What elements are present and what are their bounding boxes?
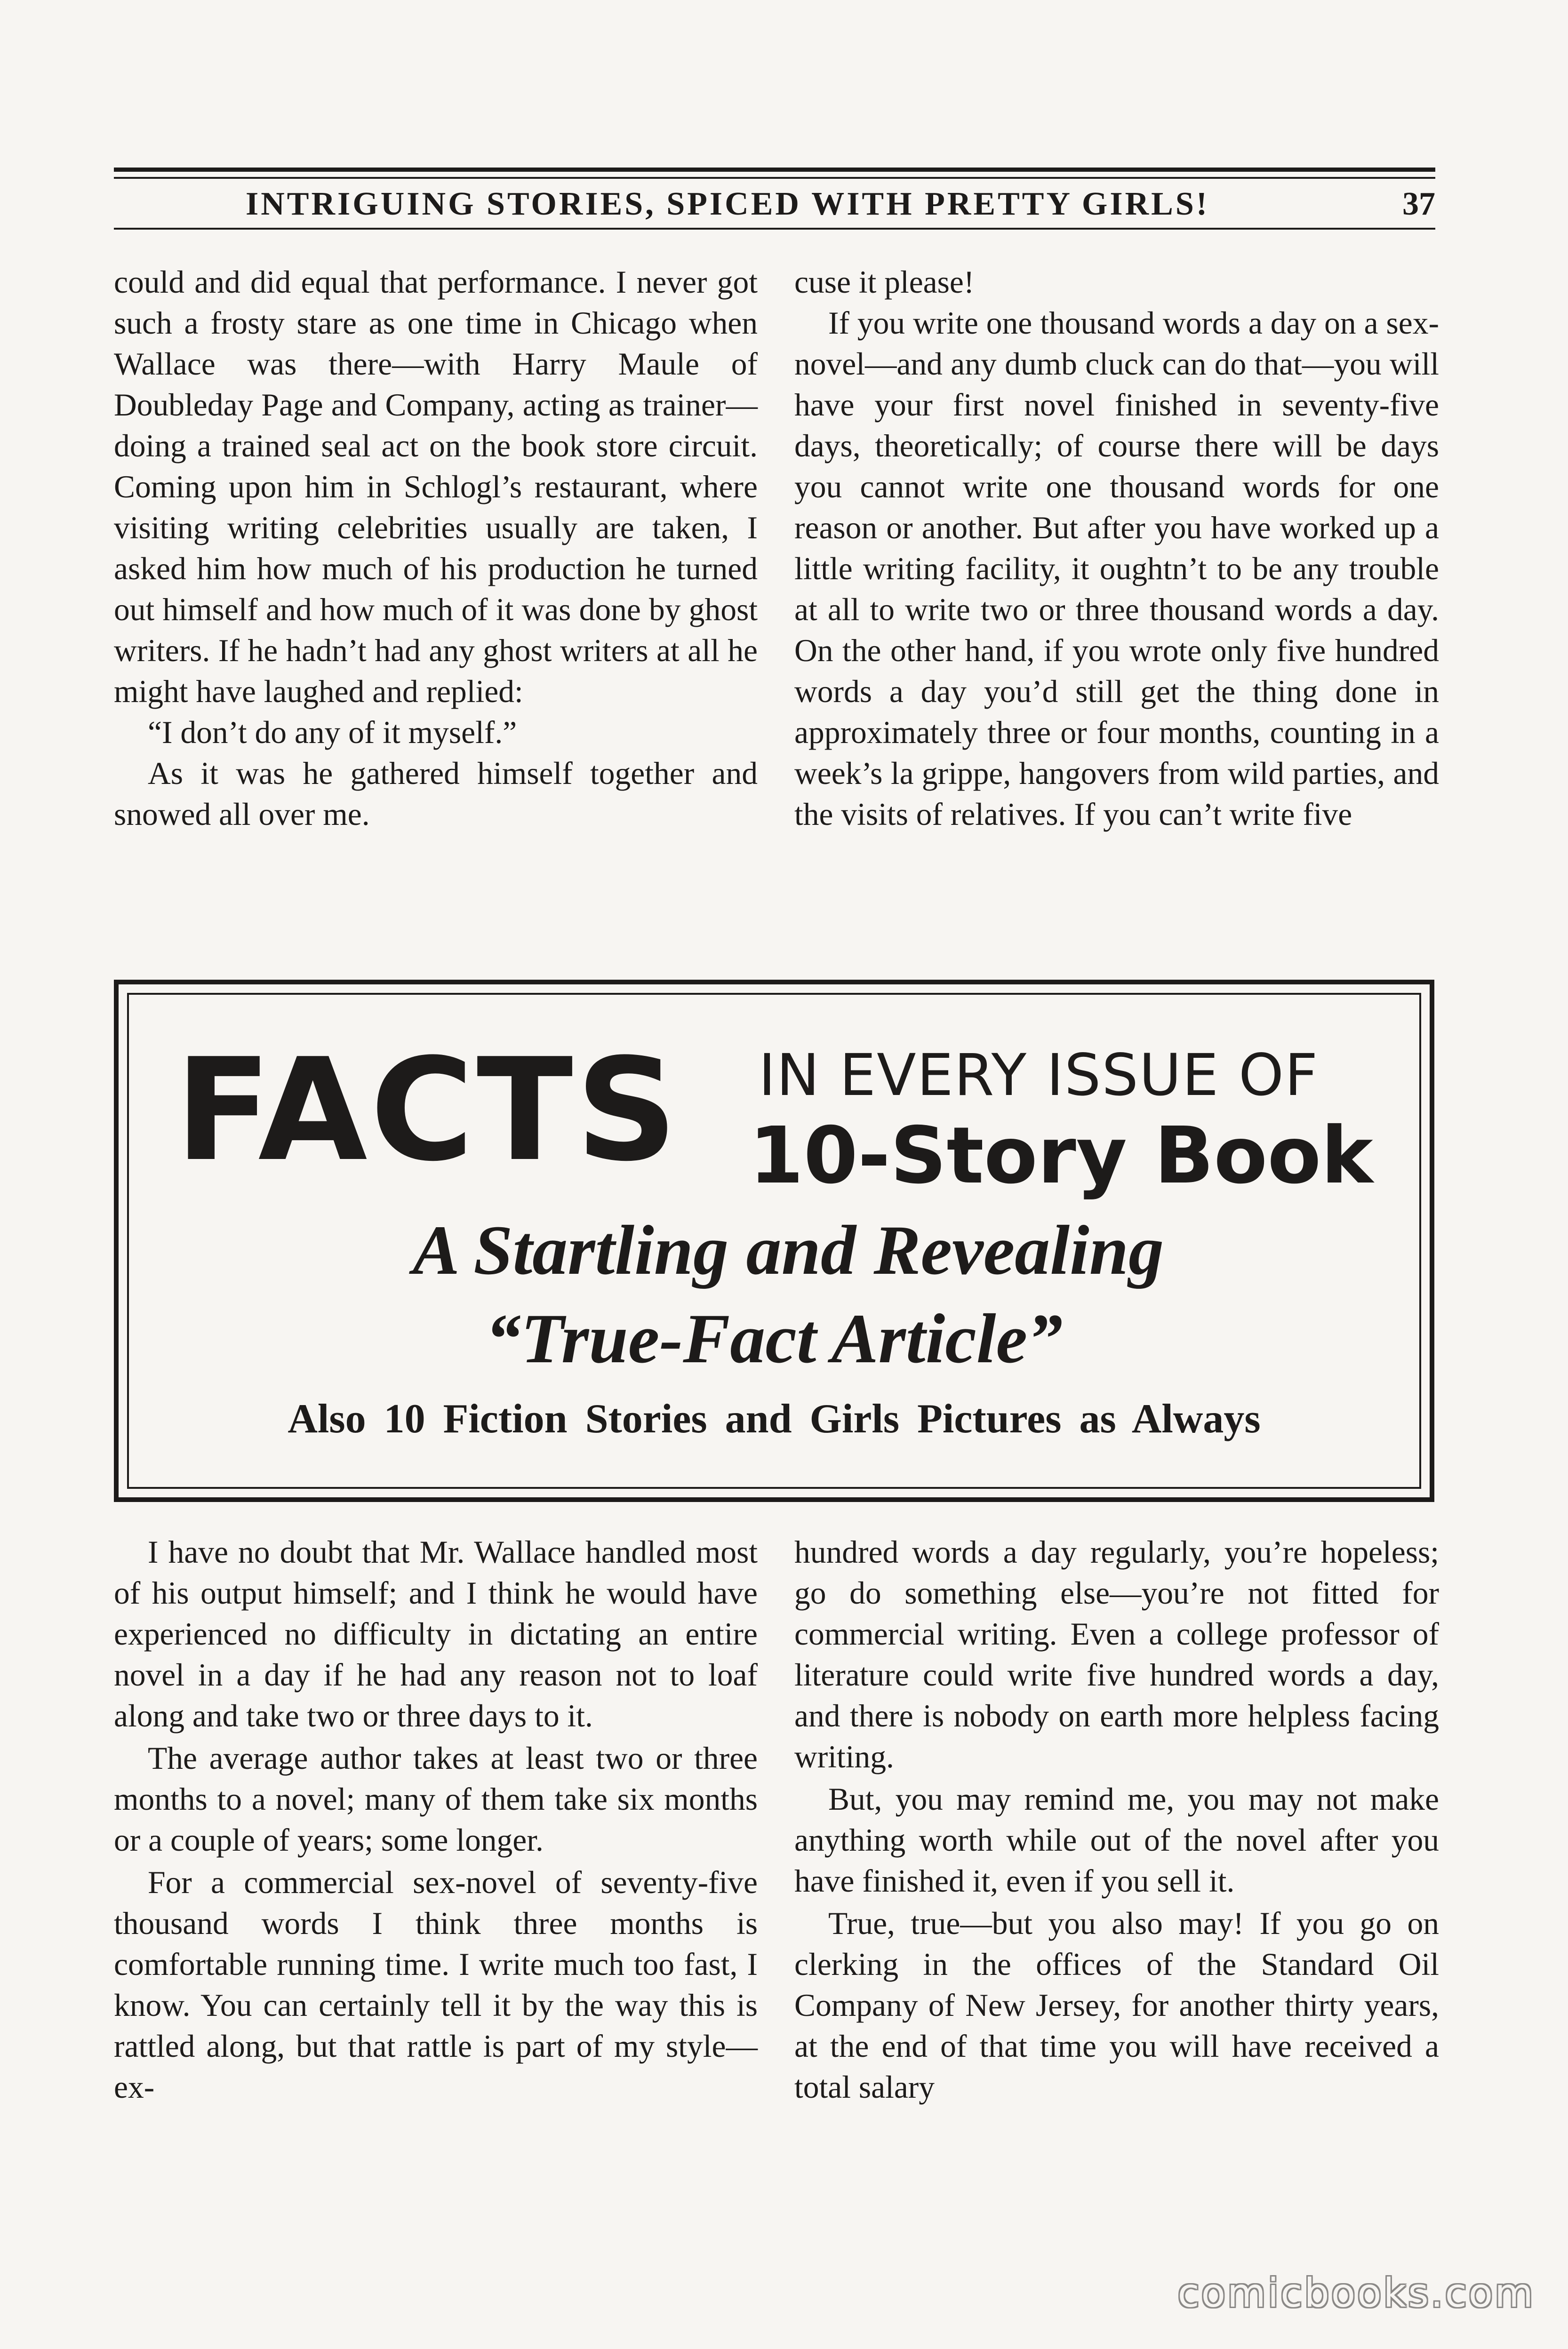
- ad-book-title: 10-Story Book: [749, 1111, 1373, 1201]
- advertisement-box: [114, 980, 1434, 1502]
- ad-article-title: “True-Fact Article”: [485, 1300, 1063, 1378]
- paragraph: If you write one thousand words a day on a sex-novel—and any dumb cluck can do that—you will have your first novel finished in seventy-five days, theoretically; of course there will be days you cannot write one thousand words for one reason or another. But after you have worked up a little writing facility, it oughtn’t to be any trouble at all to write two or three thousand words a day. On the other hand, if you wrote only five hundred words a day you’d still get the thing done in approximately three or four months, counting in a week’s la grippe, hangovers from wild parties, and the visits of relatives. If you can’t write five: [794, 305, 1439, 832]
- page-number: 37: [1402, 186, 1435, 222]
- ad-in-every-issue: IN EVERY ISSUE OF: [759, 1042, 1319, 1109]
- paragraph: I have no doubt that Mr. Wallace handled most of his output himself; and I think he would have experienced no difficulty in dictating an entire novel in a day if he had any reason not to loaf along and take two or three days to it.: [114, 1534, 758, 1734]
- ad-also-line: Also 10 Fiction Stories and Girls Pictures as Always: [288, 1396, 1261, 1442]
- watermark-logo: comicbooks.com: [1177, 2270, 1535, 2316]
- column-bottom-left: [114, 1532, 758, 2108]
- running-title: INTRIGUING STORIES, SPICED WITH PRETTY GIRLS!: [246, 186, 1210, 222]
- header-rule-thin: [114, 177, 1435, 179]
- column-bottom-right: [794, 1532, 1439, 2108]
- ad-tagline: A Startling and Revealing: [412, 1211, 1164, 1289]
- running-head: [114, 181, 1435, 226]
- paragraph: But, you may remind me, you may not make anything worth while out of the novel after you have finished it, even if you sell it.: [794, 1782, 1439, 1899]
- paragraph: could and did equal that performance. I never got such a frosty stare as one time in Chicago when Wallace was there—with Harry Maule of Doubleday Page and Company, acting as trainer—doing a trained seal act on the book store circuit. Coming upon him in Schlogl’s restaurant, where visiting writing celebrities usually are taken, I asked him how much of his production he turned out himself and how much of it was done by ghost writers. If he hadn’t had any ghost writers at all he might have laughed and replied:: [114, 264, 758, 709]
- paragraph: hundred words a day regularly, you’re hopeless; go do something else—you’re not fitted for commercial writing. Even a college professor of literature could write five hundred words a day, and there is nobody on earth more helpless facing writing.: [794, 1534, 1439, 1774]
- ad-facts-headline: FACTS: [175, 1028, 680, 1192]
- paragraph: cuse it please!: [794, 264, 975, 300]
- paragraph: For a commercial sex-novel of seventy-five thousand words I think three months is comfortable running time. I write much too fast, I know. You can certainly tell it by the way this is rattled along, but that rattle is part of my style—ex-: [114, 1865, 758, 2105]
- column-top-left: [114, 262, 758, 835]
- header-rule-bottom: [114, 228, 1435, 230]
- paragraph: The average author takes at least two or three months to a novel; many of them take six months or a couple of years; some longer.: [114, 1741, 758, 1858]
- header-rule-thick: [114, 168, 1435, 172]
- paragraph: As it was he gathered himself together and snowed all over me.: [114, 756, 758, 832]
- column-top-right: [794, 262, 1439, 835]
- paragraph: “I don’t do any of it myself.”: [148, 715, 517, 750]
- paragraph: True, true—but you also may! If you go on clerking in the offices of the Standard Oil Company of New Jersey, for another thirty years, at the end of that time you will have received a total salary: [794, 1906, 1439, 2105]
